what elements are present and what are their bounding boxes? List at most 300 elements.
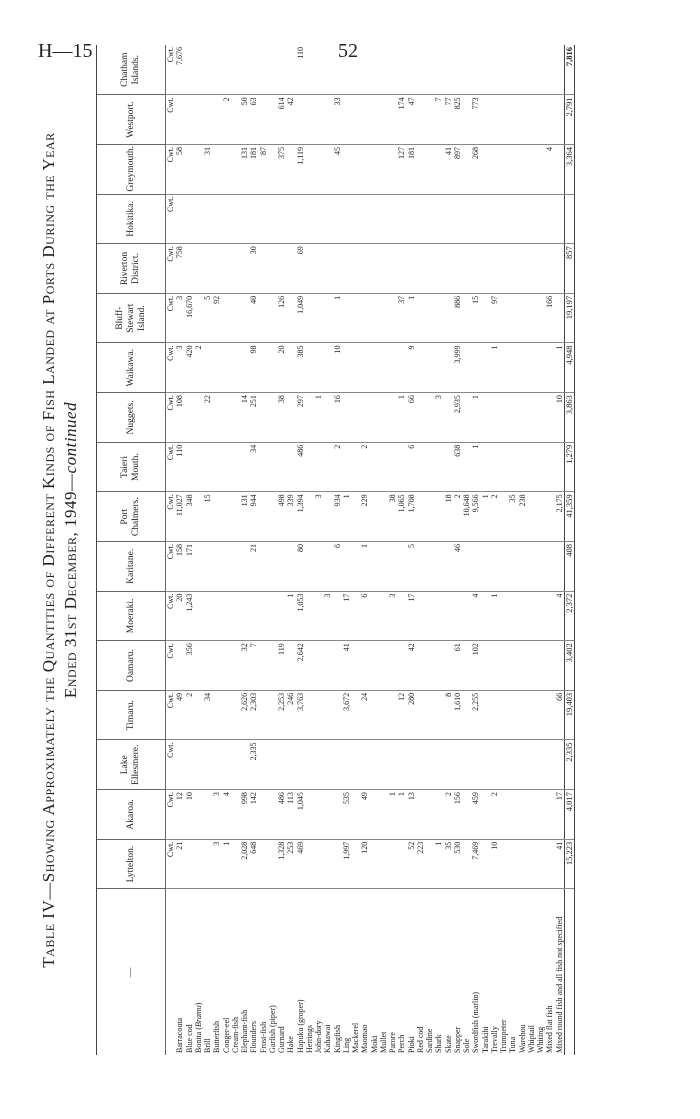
value-cell [259,591,268,641]
value-cell [462,45,471,95]
value-cell [481,790,490,840]
table-row [388,45,397,1055]
total-cell: 7,816 [564,45,574,95]
value-cell: 12 [397,690,406,740]
value-cell [379,244,388,294]
value-cell [462,194,471,244]
value-cell [314,442,323,492]
value-cell [536,492,545,542]
value-cell [231,95,240,145]
value-cell [259,641,268,691]
value-cell [305,690,314,740]
value-cell [212,45,221,95]
value-cell [305,343,314,393]
value-cell: 2,626 [240,690,249,740]
value-cell [425,393,434,443]
value-cell [425,244,434,294]
value-cell: 13 [407,790,416,840]
value-cell [555,95,565,145]
value-cell [425,194,434,244]
value-cell [203,343,212,393]
value-cell [425,690,434,740]
value-cell [425,839,434,889]
value-cell: 385 [296,343,305,393]
value-cell [379,740,388,790]
value-cell [333,45,342,95]
unit-label: Cwt. [166,343,176,393]
value-cell: 63 [249,95,258,145]
value-cell [259,740,268,790]
value-cell [536,194,545,244]
value-cell [212,442,221,492]
value-cell [536,690,545,740]
value-cell [370,95,379,145]
value-cell [425,492,434,542]
units-row-kind-cell [166,889,176,1055]
value-cell [416,194,425,244]
value-cell [518,442,527,492]
value-cell [490,442,499,492]
value-cell [342,45,351,95]
value-cell [407,194,416,244]
value-cell [194,591,203,641]
value-cell [481,343,490,393]
value-cell: 3 [175,343,184,393]
total-cell: 4,017 [564,790,574,840]
value-cell [305,492,314,542]
value-cell [416,690,425,740]
value-cell: 21 [175,839,184,889]
value-cell: 2 [194,343,203,393]
table-row [249,45,258,1055]
value-cell [388,839,397,889]
total-cell: 2,335 [564,740,574,790]
value-cell: 4 [545,144,554,194]
value-cell [351,194,360,244]
value-cell [499,591,508,641]
value-cell [481,393,490,443]
fish-kind-cell: Mullet [378,1031,388,1053]
value-cell: 16 [333,393,342,443]
table-title-continued: continued [61,401,80,474]
value-cell [379,293,388,343]
unit-label: Cwt. [166,293,176,343]
value-cell [370,690,379,740]
unit-label: Cwt. [166,541,176,591]
value-cell: 127 [397,144,406,194]
value-cell [434,244,443,294]
value-cell [277,591,286,641]
value-cell [388,740,397,790]
value-cell [231,393,240,443]
value-cell [185,45,194,95]
fish-kind-cell: Shark [434,1034,444,1053]
value-cell: 11,027 [175,492,184,542]
value-cell [194,492,203,542]
value-cell [407,244,416,294]
value-cell [508,790,517,840]
value-cell [508,293,517,343]
value-cell [545,839,554,889]
value-cell [351,442,360,492]
value-cell [370,442,379,492]
value-cell [194,442,203,492]
value-cell [296,740,305,790]
value-cell [286,293,295,343]
fish-kind-cell: Maomao [360,1024,370,1053]
value-cell: 1 [342,492,351,542]
value-cell: 3 [388,591,397,641]
value-cell [527,492,536,542]
value-cell: 5 [203,293,212,343]
value-cell [425,541,434,591]
value-cell: 498 [277,492,286,542]
value-cell: 229 [360,492,369,542]
value-cell: 1 [388,790,397,840]
table-row [508,45,517,1055]
value-cell [527,244,536,294]
value-cell [268,244,277,294]
value-cell [518,641,527,691]
value-cell [305,790,314,840]
value-cell [194,95,203,145]
value-cell [379,591,388,641]
value-cell [231,839,240,889]
fish-kind-cell: Kingfish [332,1025,342,1053]
value-cell: 2 [444,790,453,840]
value-cell [277,740,286,790]
value-cell [305,839,314,889]
value-cell: 35 [444,839,453,889]
value-cell: 126 [277,293,286,343]
value-cell [305,45,314,95]
value-cell [388,194,397,244]
value-cell [379,690,388,740]
value-cell [268,343,277,393]
value-cell: 3,999 [453,343,462,393]
value-cell [314,144,323,194]
total-cell [564,194,574,244]
table-row [259,45,268,1055]
value-cell: 2 [360,442,369,492]
value-cell: 47 [407,95,416,145]
value-cell: 1 [434,839,443,889]
table-row [185,45,194,1055]
table-row [194,45,203,1055]
value-cell [305,393,314,443]
value-cell: 825 [453,95,462,145]
value-cell [249,45,258,95]
value-cell [462,541,471,591]
unit-label: Cwt. [166,95,176,145]
table-row [555,45,565,1055]
value-cell [194,293,203,343]
value-cell [508,45,517,95]
value-cell [194,244,203,294]
unit-label: Cwt. [166,442,176,492]
value-cell [203,839,212,889]
value-cell [314,641,323,691]
table-row [360,45,369,1055]
value-cell [203,194,212,244]
value-cell [397,442,406,492]
value-cell [314,244,323,294]
value-cell: 24 [360,690,369,740]
value-cell: 7,469 [471,839,480,889]
value-cell [527,641,536,691]
value-cell [536,343,545,393]
value-cell [518,343,527,393]
value-cell [527,95,536,145]
value-cell [203,442,212,492]
value-cell [471,541,480,591]
value-cell [508,740,517,790]
value-cell: 2 [490,790,499,840]
value-cell [296,95,305,145]
value-cell: 156 [453,790,462,840]
value-cell [370,144,379,194]
value-cell [397,591,406,641]
column-header-1: Akaroa. [97,790,166,840]
value-cell [370,740,379,790]
value-cell: 87 [259,144,268,194]
units-row [166,45,176,1055]
unit-label: Cwt. [166,740,176,790]
value-cell [434,740,443,790]
value-cell [462,740,471,790]
value-cell: 3,763 [296,690,305,740]
value-cell: 1,053 [296,591,305,641]
value-cell [203,95,212,145]
value-cell [323,740,332,790]
value-cell [462,641,471,691]
table-row [518,45,527,1055]
value-cell [499,45,508,95]
value-cell [499,244,508,294]
value-cell [471,45,480,95]
fish-kind-cell: Moki [369,1035,379,1053]
value-cell [231,343,240,393]
value-cell [268,492,277,542]
value-cell [545,194,554,244]
column-header-4: Oamaru. [97,641,166,691]
value-cell: 97 [490,293,499,343]
value-cell [499,790,508,840]
value-cell: 2,335 [249,740,258,790]
value-cell [416,244,425,294]
value-cell: 1,049 [296,293,305,343]
value-cell [259,293,268,343]
fish-kind-cell: Hapuku (groper) [295,999,305,1053]
value-cell: 375 [277,144,286,194]
value-cell: 3,672 [342,690,351,740]
table-title-line2 [60,45,82,1055]
value-cell [379,839,388,889]
value-cell [212,591,221,641]
value-cell [536,244,545,294]
value-cell: 638 [453,442,462,492]
table-row [379,45,388,1055]
value-cell: 486 [296,442,305,492]
unit-label: Cwt. [166,144,176,194]
value-cell [518,194,527,244]
value-cell [416,95,425,145]
value-cell: 41 [555,839,565,889]
value-cell [518,144,527,194]
value-cell [416,45,425,95]
value-cell [508,839,517,889]
value-cell: 4 [222,790,231,840]
value-cell [471,194,480,244]
value-cell [342,244,351,294]
value-cell: 171 [185,541,194,591]
value-cell [314,790,323,840]
column-header-13: Hokitika. [97,194,166,244]
fish-kind-cell: Red cod [415,1026,425,1053]
value-cell [240,740,249,790]
value-cell [518,45,527,95]
value-cell [333,641,342,691]
value-cell [508,541,517,591]
value-cell: 66 [555,690,565,740]
table-row [268,45,277,1055]
value-cell: 1 [407,293,416,343]
value-cell [333,194,342,244]
value-cell [481,194,490,244]
value-cell [342,95,351,145]
value-cell: 1,394 [296,492,305,542]
total-cell: 2,372 [564,591,574,641]
unit-label: Cwt. [166,393,176,443]
value-cell: 98 [249,343,258,393]
value-cell [305,641,314,691]
value-cell [388,45,397,95]
value-cell [305,95,314,145]
value-cell [536,839,545,889]
value-cell [249,194,258,244]
value-cell [175,194,184,244]
value-cell [444,244,453,294]
value-cell [416,541,425,591]
value-cell [490,641,499,691]
value-cell: 3 [314,492,323,542]
value-cell [231,541,240,591]
value-cell: 31 [203,144,212,194]
value-cell [481,690,490,740]
unit-label: Cwt. [166,790,176,840]
value-cell [360,95,369,145]
value-cell [499,492,508,542]
value-cell [333,591,342,641]
value-cell [351,45,360,95]
value-cell: 10 [333,343,342,393]
value-cell: 944 [249,492,258,542]
value-cell [370,244,379,294]
value-cell [194,393,203,443]
value-cell [212,690,221,740]
value-cell [425,790,434,840]
value-cell [351,690,360,740]
value-cell: 108 [175,393,184,443]
value-cell: 20 [175,591,184,641]
value-cell [481,442,490,492]
value-cell [425,95,434,145]
value-cell [185,839,194,889]
value-cell: 38 [277,393,286,443]
value-cell [222,690,231,740]
value-cell [471,244,480,294]
value-cell [314,541,323,591]
column-header-7: Port Chalmers. [97,492,166,542]
value-cell: 2,935 [453,393,462,443]
value-cell [370,293,379,343]
value-cell: 7,676 [175,45,184,95]
value-cell [462,293,471,343]
value-cell: 1 [333,293,342,343]
value-cell [379,45,388,95]
value-cell [314,740,323,790]
unit-label: Cwt. [166,194,176,244]
value-cell [314,839,323,889]
value-cell [222,45,231,95]
value-cell [203,45,212,95]
value-cell: 113 [286,790,295,840]
value-cell [259,541,268,591]
fish-kind-cell: Barracouta [175,1017,185,1053]
value-cell [379,194,388,244]
value-cell [527,591,536,641]
column-header-12: Riverton District. [97,244,166,294]
value-cell [481,641,490,691]
fish-kind-cell: Cream-fish [230,1017,240,1053]
value-cell [518,839,527,889]
value-cell: 2,175 [555,492,565,542]
value-cell [240,343,249,393]
value-cell: 69 [296,244,305,294]
value-cell [305,244,314,294]
value-cell [545,690,554,740]
value-cell [416,740,425,790]
value-cell [342,393,351,443]
value-cell [323,790,332,840]
table-row [545,45,554,1055]
value-cell [360,740,369,790]
table-row [471,45,480,1055]
value-cell: 34 [203,690,212,740]
value-cell [212,492,221,542]
value-cell [545,343,554,393]
value-cell [536,393,545,443]
value-cell: 17 [555,790,565,840]
value-cell: 131 [240,144,249,194]
value-cell: 1 [481,492,490,542]
table-title-line1 [38,45,60,1055]
value-cell [360,343,369,393]
value-cell [453,244,462,294]
column-header-11: Bluff-Stewart Island. [97,293,166,343]
value-cell [490,244,499,294]
value-cell [212,541,221,591]
value-cell [508,690,517,740]
value-cell [286,442,295,492]
value-cell [314,194,323,244]
total-cell: 3,364 [564,144,574,194]
value-cell [462,442,471,492]
value-cell: 10 [555,393,565,443]
value-cell [555,144,565,194]
value-cell [259,442,268,492]
fish-kind-cell: Bonita (Bramu) [193,1002,203,1053]
